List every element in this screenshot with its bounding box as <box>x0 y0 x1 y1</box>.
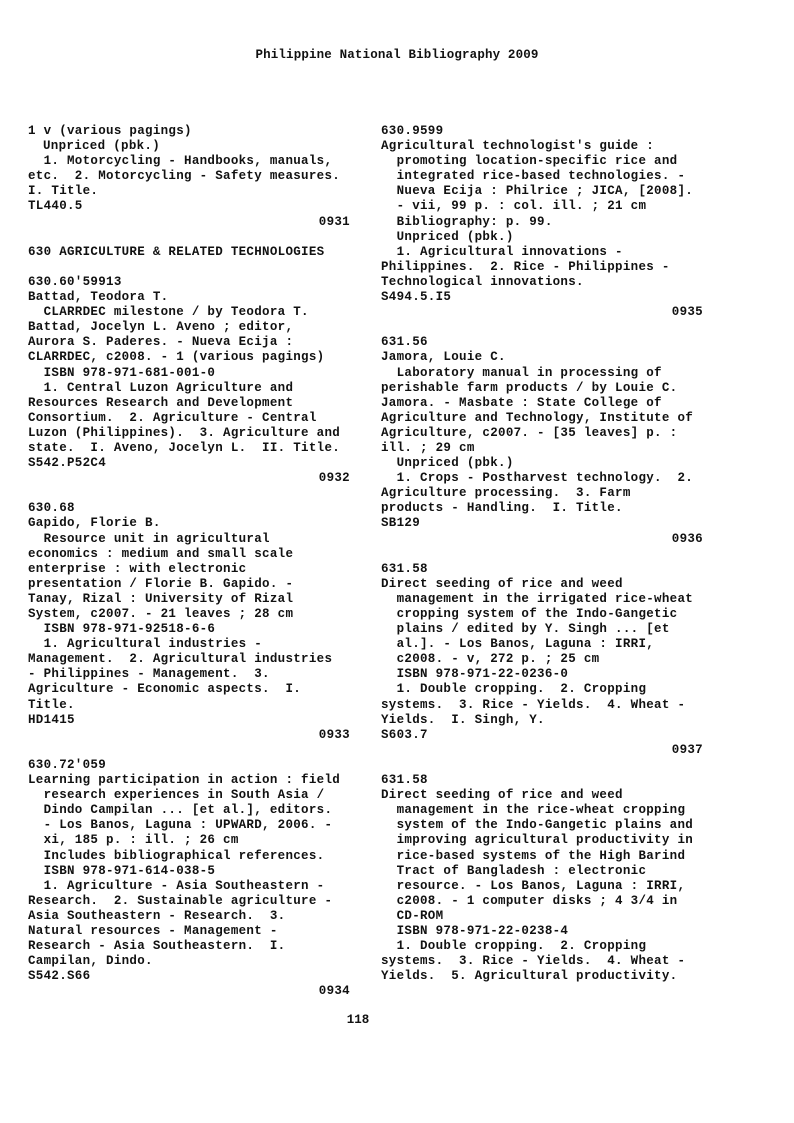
entry-line: 631.58 <box>381 561 428 576</box>
entry-line: enterprise : with electronic <box>28 561 247 576</box>
entry-line: Nueva Ecija : Philrice ; JICA, [2008]. <box>381 184 694 199</box>
entry-line: resource. - Los Banos, Laguna : IRRI, <box>381 878 686 893</box>
entry-line: management in the rice-wheat cropping <box>381 803 686 818</box>
entry-line: Unpriced (pbk.) <box>381 456 514 471</box>
entry-number: 0932 <box>318 471 350 486</box>
entry-line: CD-ROM <box>381 908 444 923</box>
page-number: 118 <box>346 1013 370 1027</box>
entry-line: S542.P52C4 <box>28 456 107 471</box>
entry-line: Laboratory manual in processing of <box>381 365 662 380</box>
entry-number: 0933 <box>318 727 350 742</box>
entry-line: research experiences in South Asia / <box>28 788 325 803</box>
entry-line: Direct seeding of rice and weed <box>381 788 623 803</box>
entry-line: Unpriced (pbk.) <box>381 229 514 244</box>
entry-line: Agriculture - Economic aspects. I. <box>28 682 302 697</box>
entry-line: Jamora. - Masbate : State College of <box>381 395 662 410</box>
entry-line: 630 AGRICULTURE & RELATED TECHNOLOGIES <box>28 244 325 259</box>
entry-line: ISBN 978-971-92518-6-6 <box>28 622 216 637</box>
entry-line: S603.7 <box>381 727 428 742</box>
entry-line: Research - Asia Southeastern. I. <box>28 939 286 954</box>
entry-line: economics : medium and small scale <box>28 546 294 561</box>
entry-line: 630.72'059 <box>28 757 107 772</box>
entry-line: c2008. - v, 272 p. ; 25 cm <box>381 652 600 667</box>
entry-line: systems. 3. Rice - Yields. 4. Wheat - <box>381 697 686 712</box>
entry-number: 0936 <box>671 531 703 546</box>
entry-line: Battad, Teodora T. <box>28 290 169 305</box>
entry-line: Yields. 5. Agricultural productivity. <box>381 969 678 984</box>
entry-line: Asia Southeastern - Research. 3. <box>28 908 286 923</box>
entry-line: 1 v (various pagings) <box>28 124 192 138</box>
entry-line: 1. Motorcycling - Handbooks, manuals, <box>28 154 333 169</box>
entry-line: Consortium. 2. Agriculture - Central <box>28 410 317 425</box>
entry-line: Jamora, Louie C. <box>381 350 506 365</box>
entry-line: Learning participation in action : field <box>28 773 341 788</box>
entry-line: products - Handling. I. Title. <box>381 501 623 516</box>
entry-line: 1. Agricultural innovations - <box>381 244 623 259</box>
blank-line <box>381 547 703 562</box>
entry-line: 1. Crops - Postharvest technology. 2. <box>381 471 694 486</box>
entry-line: systems. 3. Rice - Yields. 4. Wheat - <box>381 954 686 969</box>
blank-line <box>28 743 350 758</box>
entry-line: improving agricultural productivity in <box>381 833 694 848</box>
entry-line: Aurora S. Paderes. - Nueva Ecija : <box>28 335 294 350</box>
entry-line: 1. Agricultural industries - <box>28 637 263 652</box>
entry-line: 630.60'59913 <box>28 274 122 289</box>
entry-line: System, c2007. - 21 leaves ; 28 cm <box>28 607 294 621</box>
entry-number: 0935 <box>671 305 703 320</box>
right-column <box>381 124 703 984</box>
entry-line: al.]. - Los Banos, Laguna : IRRI, <box>381 637 655 652</box>
entry-line: Luzon (Philippines). 3. Agriculture and <box>28 425 341 440</box>
entry-line: CLARRDEC milestone / by Teodora T. <box>28 305 309 320</box>
entry-line: Gapido, Florie B. <box>28 516 161 531</box>
entry-line: 630.9599 <box>381 124 444 138</box>
entry-line: presentation / Florie B. Gapido. - <box>28 576 294 591</box>
entry-line: - Philippines - Management. 3. <box>28 667 270 682</box>
entry-line: Resources Research and Development <box>28 395 294 410</box>
entry-line: Natural resources - Management - <box>28 923 278 938</box>
entry-line: xi, 185 p. : ill. ; 26 cm <box>28 833 239 848</box>
entry-line: CLARRDEC, c2008. - 1 (various pagings) <box>28 350 325 365</box>
blank-line <box>381 758 703 773</box>
entry-line: integrated rice-based technologies. - <box>381 169 686 184</box>
entry-line: system of the Indo-Gangetic plains and <box>381 818 694 833</box>
entry-line: ISBN 978-971-681-001-0 <box>28 365 216 380</box>
entry-line: Yields. I. Singh, Y. <box>381 712 545 727</box>
entry-line: HD1415 <box>28 712 75 727</box>
entry-line: Direct seeding of rice and weed <box>381 576 623 591</box>
entry-number: 0931 <box>318 214 350 229</box>
entry-line: management in the irrigated rice-wheat <box>381 591 694 606</box>
entry-line: 1. Double cropping. 2. Cropping <box>381 939 647 954</box>
entry-line: SB129 <box>381 516 421 531</box>
entry-line: promoting location-specific rice and <box>381 154 678 169</box>
entry-line: Resource unit in agricultural <box>28 531 270 546</box>
entry-line: state. I. Aveno, Jocelyn L. II. Title. <box>28 440 341 455</box>
entry-line: Title. <box>28 697 75 712</box>
blank-line <box>28 260 350 275</box>
entry-line: Technological innovations. <box>381 274 584 289</box>
entry-line: Tanay, Rizal : University of Rizal <box>28 591 294 606</box>
entry-line: Tract of Bangladesh : electronic <box>381 863 647 878</box>
entry-line: Research. 2. Sustainable agriculture - <box>28 893 333 908</box>
blank-line <box>381 320 703 335</box>
entry-line: perishable farm products / by Louie C. <box>381 380 678 395</box>
entry-line: ISBN 978-971-22-0238-4 <box>381 923 569 938</box>
page-header: Philippine National Bibliography 2009 <box>255 48 539 62</box>
entry-line: 631.58 <box>381 773 428 788</box>
entry-line: 1. Double cropping. 2. Cropping <box>381 682 647 697</box>
entry-line: rice-based systems of the High Barind <box>381 848 686 863</box>
entry-line: Agriculture and Technology, Institute of <box>381 410 694 425</box>
blank-line <box>28 486 350 501</box>
entry-line: - vii, 99 p. : col. ill. ; 21 cm <box>381 199 647 214</box>
entry-line: Philippines. 2. Rice - Philippines - <box>381 259 670 274</box>
entry-number: 0934 <box>318 984 350 999</box>
entry-line: Bibliography: p. 99. <box>381 214 553 229</box>
entry-line: Agriculture processing. 3. Farm <box>381 486 631 501</box>
blank-line <box>28 230 350 245</box>
entry-line: Battad, Jocelyn L. Aveno ; editor, <box>28 320 294 335</box>
entry-line: Unpriced (pbk.) <box>43 139 161 154</box>
entry-line: etc. 2. Motorcycling - Safety measures. <box>28 169 341 184</box>
entry-line: TL440.5 <box>28 199 83 214</box>
entry-line: c2008. - 1 computer disks ; 4 3/4 in <box>381 893 678 908</box>
entry-line: Campilan, Dindo. <box>28 954 153 969</box>
entry-line: S542.S66 <box>28 969 91 984</box>
entry-line: S494.5.I5 <box>381 290 452 305</box>
entry-line: 631.56 <box>381 335 428 350</box>
entry-line: 1. Central Luzon Agriculture and <box>28 380 294 395</box>
entry-line: cropping system of the Indo-Gangetic <box>381 607 678 621</box>
entry-line: Dindo Campilan ... [et al.], editors. <box>28 803 333 818</box>
entry-number: 0937 <box>671 742 703 757</box>
entry-line: I. Title. <box>28 184 99 199</box>
entry-line: 1. Agriculture - Asia Southeastern - <box>28 878 325 893</box>
entry-line: Management. 2. Agricultural industries <box>28 652 333 667</box>
entry-line: Agricultural technologist's guide : <box>381 139 655 154</box>
entry-line: Agriculture, c2007. - [35 leaves] p. : <box>381 425 678 440</box>
entry-line: 630.68 <box>28 501 75 516</box>
entry-line: ISBN 978-971-22-0236-0 <box>381 667 569 682</box>
entry-line: ill. ; 29 cm <box>381 440 475 455</box>
entry-line: ISBN 978-971-614-038-5 <box>28 863 216 878</box>
entry-line: plains / edited by Y. Singh ... [et <box>381 622 670 637</box>
left-column <box>28 124 350 999</box>
entry-line: Includes bibliographical references. <box>28 848 325 863</box>
entry-line: - Los Banos, Laguna : UPWARD, 2006. - <box>28 818 333 833</box>
